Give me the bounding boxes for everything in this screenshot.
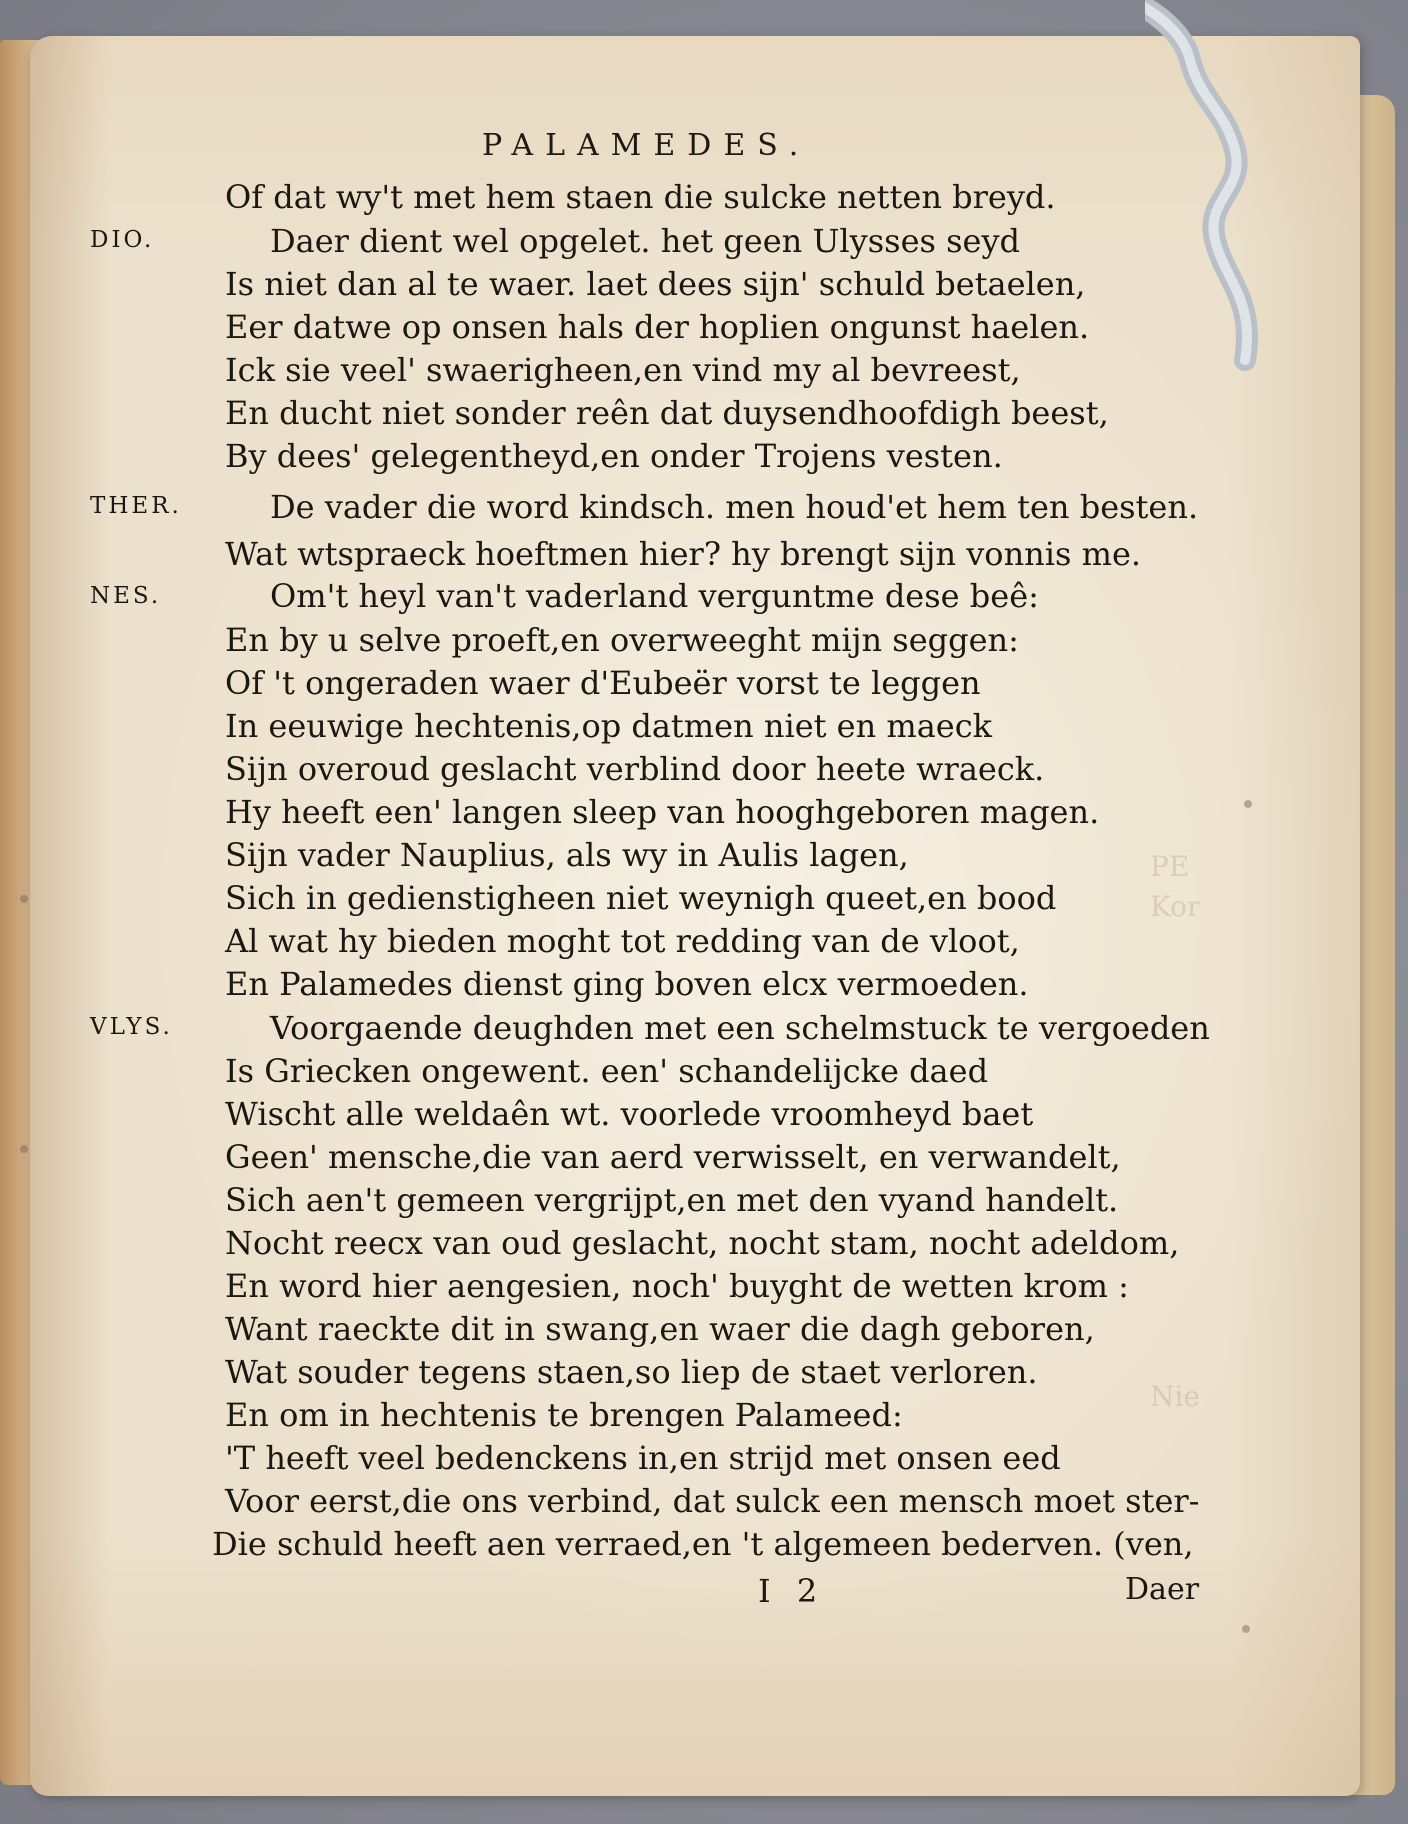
- verse-line: Wat wtspraeck hoeftmen hier? hy brengt sijn vonnis me.: [225, 535, 1142, 573]
- signature-mark: I 2: [758, 1572, 826, 1610]
- verse-line: Nocht reecx van oud geslacht, nocht stam, nocht adeldom,: [225, 1224, 1180, 1262]
- verse-line: Is Griecken ongewent. een' schandelijcke daed: [225, 1052, 989, 1090]
- verse-line: Sich in gedienstigheen niet weynigh queet,en bood: [225, 879, 1057, 917]
- show-through-text: PE: [1150, 850, 1190, 883]
- foxing-spot: [1244, 800, 1252, 808]
- verse-line: Ick sie veel' swaerigheen,en vind my al bevreest,: [225, 351, 1021, 389]
- verse-line: En om in hechtenis te brengen Palameed:: [225, 1396, 903, 1434]
- speaker-label: DIO.: [90, 227, 155, 253]
- verse-line: Om't heyl van't vaderland verguntme dese beê:: [270, 577, 1039, 615]
- foxing-spot: [20, 895, 28, 903]
- speaker-label: THER.: [90, 493, 182, 519]
- verse-line: En Palamedes dienst ging boven elcx vermoeden.: [225, 965, 1029, 1003]
- verse-line: Wischt alle weldaên wt. voorlede vroomheyd baet: [225, 1095, 1034, 1133]
- verse-line: Sijn overoud geslacht verblind door heete wraeck.: [225, 750, 1045, 788]
- verse-line: Want raeckte dit in swang,en waer die dagh geboren,: [225, 1310, 1095, 1348]
- speaker-label: VLYS.: [90, 1014, 173, 1040]
- verse-line: Voorgaende deughden met een schelmstuck te vergoeden: [270, 1009, 1210, 1047]
- verse-line: En by u selve proeft,en overweeght mijn seggen:: [225, 621, 1019, 659]
- verse-line: Voor eerst,die ons verbind, dat sulck een mensch moet ster-: [225, 1482, 1200, 1520]
- show-through-text: Kor: [1150, 890, 1201, 923]
- foxing-spot: [1242, 1625, 1250, 1633]
- verse-line: Is niet dan al te waer. laet dees sijn' schuld betaelen,: [225, 265, 1086, 303]
- catchword: Daer: [1125, 1572, 1200, 1607]
- verse-line: Of 't ongeraden waer d'Eubeër vorst te leggen: [225, 664, 981, 702]
- verse-line: En word hier aengesien, noch' buyght de wetten krom :: [225, 1267, 1129, 1305]
- verse-line: In eeuwige hechtenis,op datmen niet en maeck: [225, 707, 993, 745]
- verse-line: Daer dient wel opgelet. het geen Ulysses seyd: [270, 222, 1021, 260]
- verse-line: Al wat hy bieden moght tot redding van de vloot,: [225, 922, 1020, 960]
- show-through-text: Nie: [1150, 1380, 1201, 1413]
- running-header: PALAMEDES.: [482, 128, 811, 163]
- verse-line: By dees' gelegentheyd,en onder Trojens vesten.: [225, 437, 1003, 475]
- verse-line: 'T heeft veel bedenckens in,en strijd met onsen eed: [225, 1439, 1061, 1477]
- verse-line: Eer datwe op onsen hals der hoplien ongunst haelen.: [225, 308, 1090, 346]
- verse-line: Wat souder tegens staen,so liep de staet verloren.: [225, 1353, 1038, 1391]
- verse-line: Geen' mensche,die van aerd verwisselt, en verwandelt,: [225, 1138, 1121, 1176]
- verse-line: De vader die word kindsch. men houd'et hem ten besten.: [270, 488, 1199, 526]
- foxing-spot: [20, 1145, 28, 1153]
- ribbon-bookmark: [1145, 0, 1265, 380]
- verse-line: Die schuld heeft aen verraed,en 't algemeen bederven. (ven,: [212, 1525, 1194, 1563]
- speaker-label: NES.: [90, 583, 162, 609]
- verse-line: En ducht niet sonder reên dat duysendhoofdigh beest,: [225, 394, 1109, 432]
- verse-line: Hy heeft een' langen sleep van hooghgeboren magen.: [225, 793, 1100, 831]
- verse-line: Sich aen't gemeen vergrijpt,en met den vyand handelt.: [225, 1181, 1119, 1219]
- verse-line: Of dat wy't met hem staen die sulcke netten breyd.: [225, 178, 1056, 216]
- verse-line: Sijn vader Nauplius, als wy in Aulis lagen,: [225, 836, 909, 874]
